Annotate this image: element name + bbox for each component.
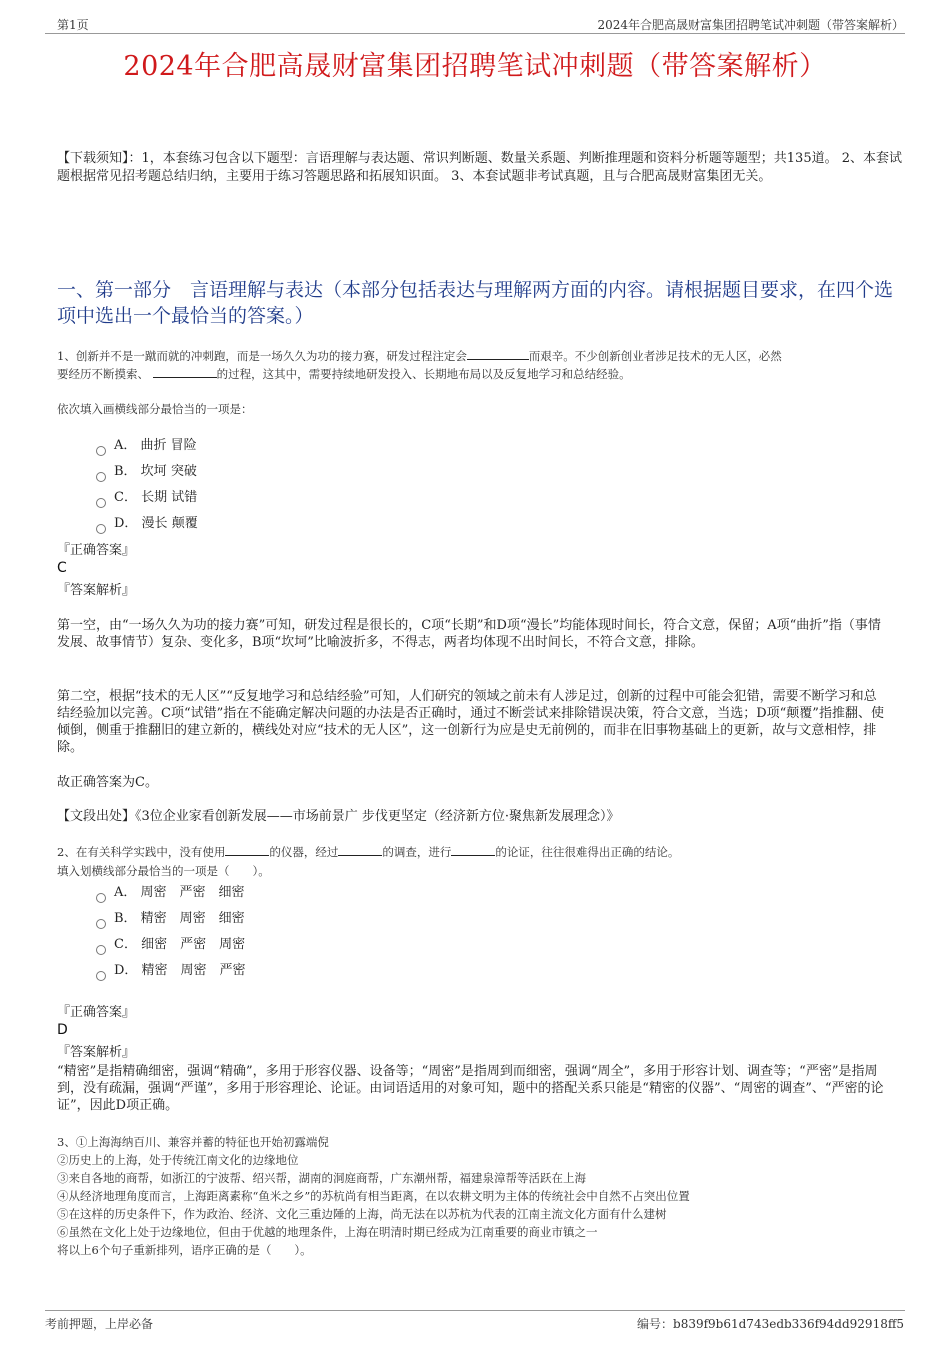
footer-document-id: 编号：b839f9b61d743edb336f94dd92918ff5 — [637, 1317, 904, 1331]
q1-option-b-label: B． 坎坷 突破 — [114, 464, 197, 479]
question-3 — [57, 1133, 902, 1259]
q2-option-d[interactable] — [96, 961, 246, 981]
q3-line-4: ④从经济地理角度而言，上海距离素称“鱼米之乡”的苏杭尚有相当距离，在以农耕文明为主体的传统社会中自然不占突出位置 — [57, 1189, 690, 1203]
q1-blank-2 — [153, 365, 217, 378]
header-divider — [45, 33, 905, 34]
document-title: 2024年合肥高晟财富集团招聘笔试冲刺题（带答案解析） — [123, 51, 827, 82]
q2-blank-2 — [338, 843, 382, 856]
q2-stem-part-c: 的调查，进行 — [382, 845, 452, 859]
q3-line-1: 3、①上海海纳百川、兼容并蓄的特征也开始初露端倪 — [57, 1135, 329, 1149]
q2-stem-part-b: 的仪器，经过 — [269, 845, 339, 859]
q2-option-c-label: C． 细密 严密 周密 — [114, 937, 246, 952]
radio-icon[interactable] — [96, 446, 106, 456]
question-1-stem — [57, 347, 902, 383]
q2-option-a-label: A． 周密 严密 细密 — [114, 885, 245, 900]
q1-option-b[interactable] — [96, 462, 198, 482]
q2-blank-3 — [451, 843, 495, 856]
q1-conclusion: 故正确答案为C。 — [57, 775, 158, 790]
q3-line-2: ②历史上的上海，处于传统江南文化的边缘地位 — [57, 1153, 299, 1167]
q1-analysis-label: 『答案解析』 — [57, 583, 136, 598]
q3-line-5: ⑤在这样的历史条件下，作为政治、经济、文化三重边陲的上海，尚无法在以苏杭为代表的江南主流文化方面有什么建树 — [57, 1207, 667, 1221]
q1-option-d[interactable] — [96, 514, 198, 534]
q3-line-3: ③来自各地的商帮，如浙江的宁波帮、绍兴帮，湖南的洞庭商帮，广东潮州帮，福建泉漳帮等活跃在上海 — [57, 1171, 586, 1185]
q2-stem-part-d: 的论证，往往很难得出正确的结论。 — [495, 845, 680, 859]
q1-option-a[interactable] — [96, 436, 198, 456]
q1-option-d-label: D． 漫长 颠覆 — [114, 516, 198, 531]
q1-stem-part-a: 1、创新并不是一蹴而就的冲刺跑，而是一场久久为功的接力赛，研发过程注定会 — [57, 349, 467, 363]
q1-option-c-label: C． 长期 试错 — [114, 490, 198, 505]
page-number: 第1页 — [57, 18, 89, 32]
q1-analysis-para-2: 第二空，根据“技术的无人区”“反复地学习和总结经验”可知，人们研究的领域之前未有人涉足过，创新的过程中可能会犯错，需要不断学习和总结经验加以完善。C项“试错”指在不能确定解决问题的办法是否正确时，通过不断尝试来排除错误决策，符合文意，当选；D项“颠覆”指推翻、使倾倒，侧重于推翻旧的建立新的，横线处对应“技术的无人区”，这一创新行为应是史无前例的，而非在旧事物基础上的更新，故与文意相悖，排除。 — [57, 689, 884, 755]
q3-line-6: ⑥虽然在文化上处于边缘地位，但由于优越的地理条件，上海在明清时期已经成为江南重要的商业市镇之一 — [57, 1225, 598, 1239]
q2-blank-1 — [225, 843, 269, 856]
q1-option-c[interactable] — [96, 488, 198, 508]
q2-option-b[interactable] — [96, 909, 246, 929]
q2-answer: D — [57, 1022, 68, 1038]
q3-prompt: 将以上6个句子重新排列，语序正确的是（ ）。 — [57, 1243, 312, 1257]
q2-option-b-label: B． 精密 周密 细密 — [114, 911, 245, 926]
radio-icon[interactable] — [96, 945, 106, 955]
q1-prompt: 依次填入画横线部分最恰当的一项是： — [57, 402, 253, 416]
q2-option-d-label: D． 精密 周密 严密 — [114, 963, 246, 978]
q1-blank-1 — [467, 347, 529, 360]
radio-icon[interactable] — [96, 919, 106, 929]
q2-options — [96, 883, 246, 981]
q1-stem-part-d: 的过程，这其中，需要持续地研发投入、长期地布局以及反复地学习和总结经验。 — [216, 367, 631, 381]
download-notice: 【下载须知】：1，本套练习包含以下题型：言语理解与表达题、常识判断题、数量关系题、判断推理题和资料分析题等题型；共135道。 2、本套试题根据常见招考题总结归纳，主要用于练习答题思路和拓展知识面。 3、本套试题非考试真题，且与合肥高晟财富集团无关。 — [57, 151, 902, 184]
q1-answer: C — [57, 560, 67, 576]
q2-prompt: 填入划横线部分最恰当的一项是（ ）。 — [57, 864, 270, 878]
running-header-title: 2024年合肥高晟财富集团招聘笔试冲刺题（带答案解析） — [597, 18, 904, 32]
q1-source: 【文段出处】《3位企业家看创新发展——市场前景广 步伐更坚定（经济新方位·聚焦新发展理念）》 — [57, 809, 620, 824]
q1-analysis-para-1: 第一空，由“一场久久为功的接力赛”可知，研发过程是很长的，C项“长期”和D项“漫长”均能体现时间长，符合文意，保留；A项“曲折”指（事情发展、故事情节）复杂、变化多，B项“坎坷”比喻波折多，不得志，两者均体现不出时间长，不符合文意，排除。 — [57, 618, 881, 650]
q1-option-a-label: A． 曲折 冒险 — [114, 438, 197, 453]
footer-divider — [45, 1310, 905, 1311]
footer-slogan: 考前押题，上岸必备 — [45, 1317, 154, 1331]
radio-icon[interactable] — [96, 893, 106, 903]
q1-answer-label: 『正确答案』 — [57, 543, 136, 558]
section-heading: 一、第一部分 言语理解与表达（本部分包括表达与理解两方面的内容。请根据题目要求，在四个选项中选出一个最恰当的答案。） — [57, 279, 894, 327]
q2-option-a[interactable] — [96, 883, 246, 903]
q2-option-c[interactable] — [96, 935, 246, 955]
radio-icon[interactable] — [96, 472, 106, 482]
question-2-stem — [57, 843, 902, 861]
q2-analysis: “精密”是指精确细密，强调“精确”，多用于形容仪器、设备等；“周密”是指周到而细密，强调“周全”，多用于形容计划、调查等；“严密”是指周到，没有疏漏，强调“严谨”，多用于形容理论、论证。由词语适用的对象可知，题中的搭配关系只能是“精密的仪器”、“周密的调查”、“严密的论证”，因此D项正确。 — [57, 1064, 884, 1113]
q1-stem-part-c: 要经历不断摸索、 — [57, 367, 149, 381]
q2-answer-label: 『正确答案』 — [57, 1005, 136, 1020]
radio-icon[interactable] — [96, 524, 106, 534]
q1-options — [96, 436, 198, 534]
radio-icon[interactable] — [96, 971, 106, 981]
q2-stem-part-a: 2、在有关科学实践中，没有使用 — [57, 845, 226, 859]
radio-icon[interactable] — [96, 498, 106, 508]
q1-stem-part-b: 而艰辛。不少创新创业者涉足技术的无人区，必然 — [528, 349, 782, 363]
q2-analysis-label: 『答案解析』 — [57, 1045, 136, 1060]
